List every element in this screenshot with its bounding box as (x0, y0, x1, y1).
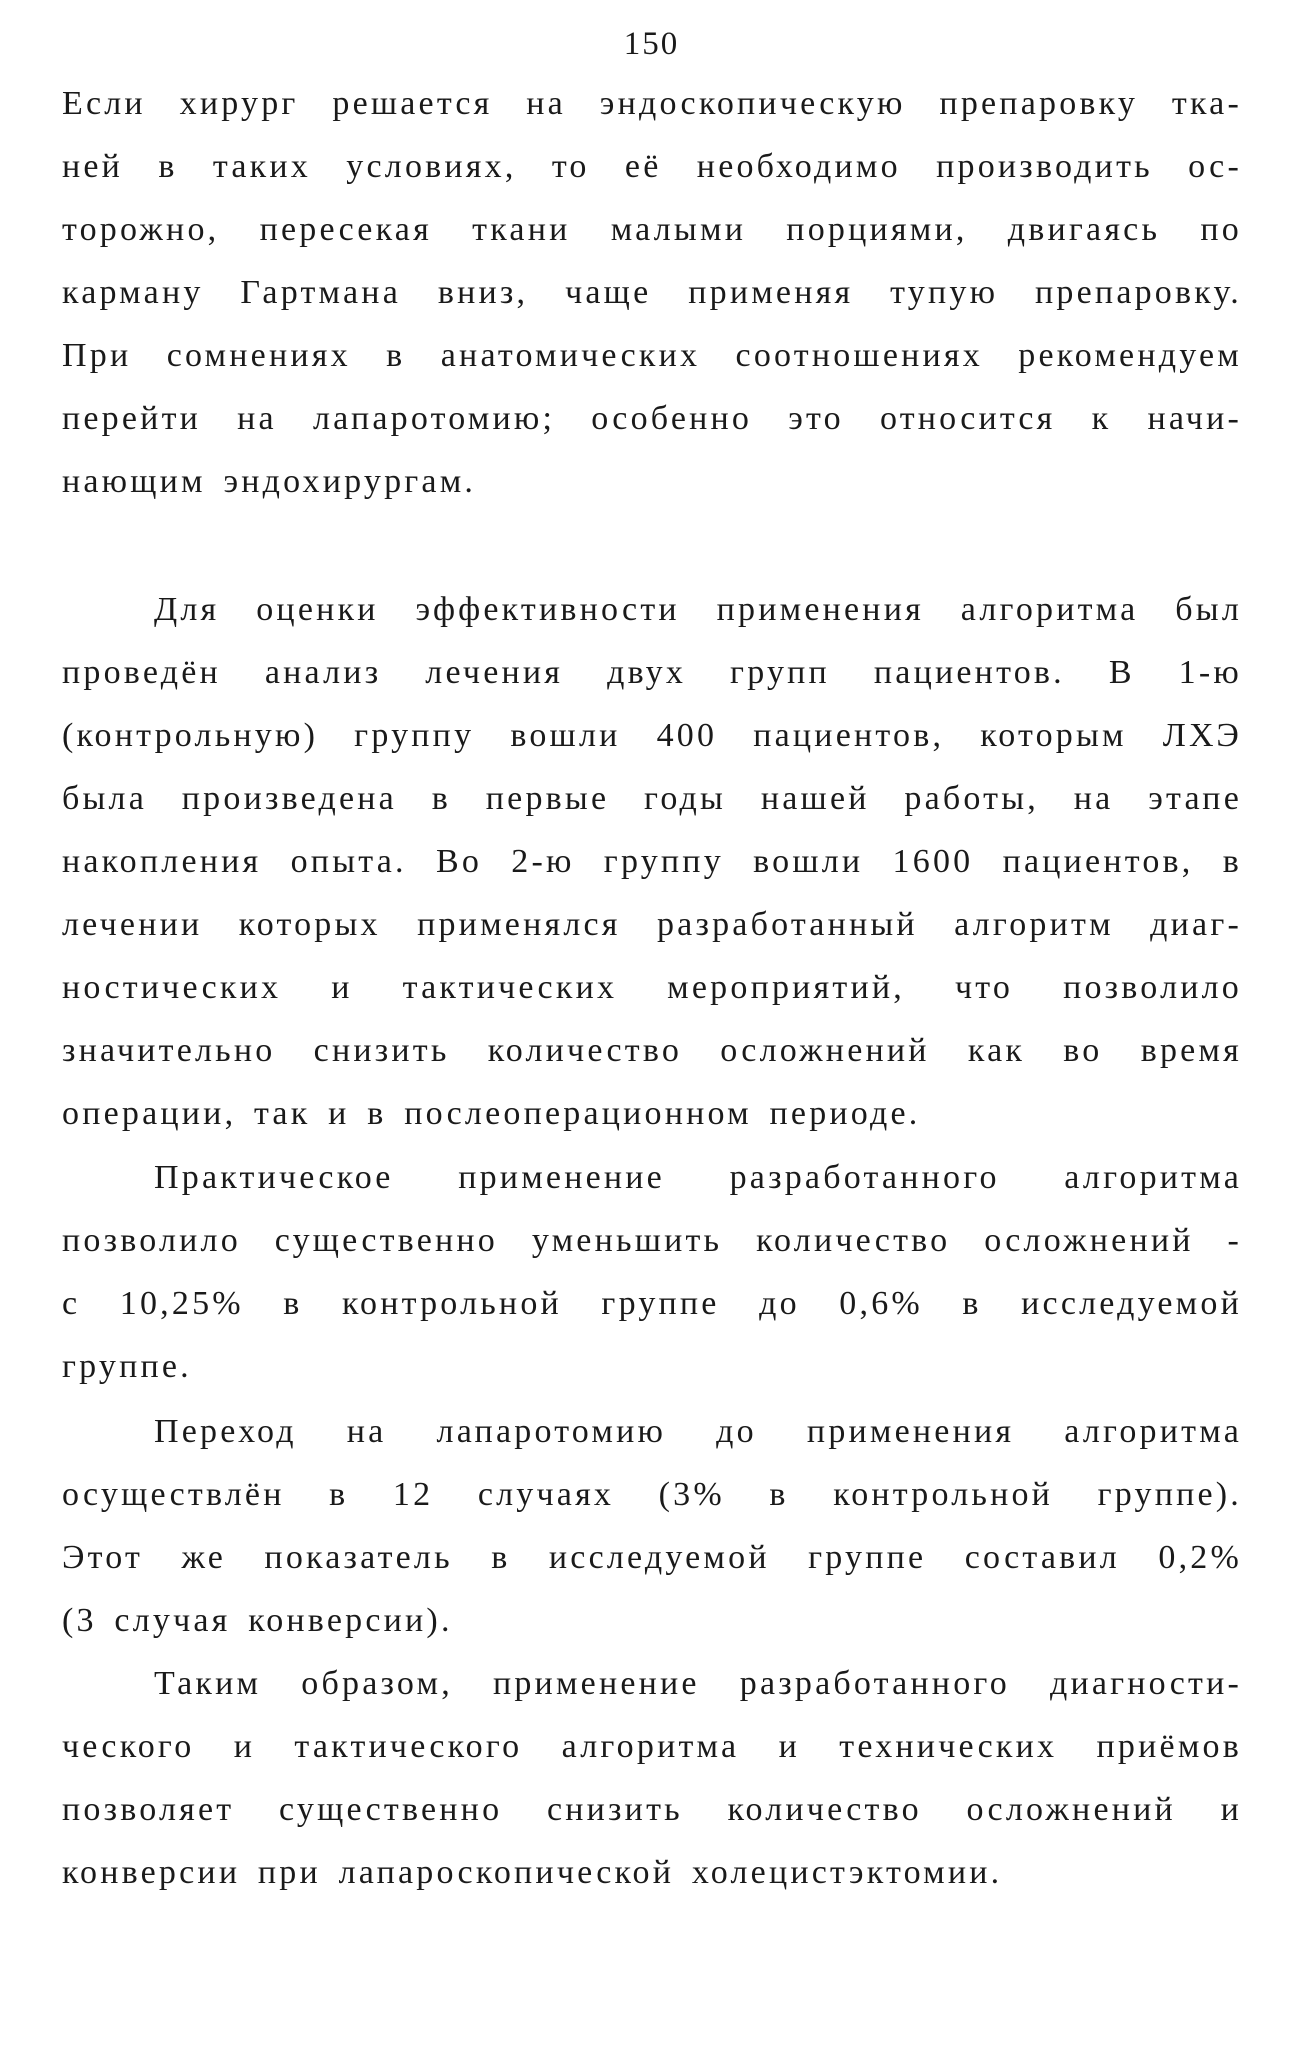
text-line: группе. (62, 1348, 192, 1385)
text-line: с 10,25% в контрольной группе до 0,6% в исследуемой (62, 1285, 1242, 1322)
text-line: Таким образом, применение разработанного диагности- (154, 1665, 1242, 1702)
text-line: Этот же показатель в исследуемой группе составил 0,2% (62, 1539, 1242, 1576)
paragraph-2 (62, 578, 1242, 1145)
text-line: карману Гартмана вниз, чаще применяя тупую препаровку. (62, 274, 1242, 311)
text-line: Если хирург решается на эндоскопическую препаровку тка- (62, 85, 1242, 122)
paragraph-4 (62, 1400, 1242, 1652)
text-line: позволило существенно уменьшить количество осложнений - (62, 1222, 1242, 1259)
text-line: нающим эндохирургам. (62, 463, 477, 500)
text-line: ней в таких условиях, то её необходимо производить ос- (62, 148, 1242, 185)
text-line: перейти на лапаротомию; особенно это относится к начи- (62, 400, 1242, 437)
text-line: конверсии при лапароскопической холецистэктомии. (62, 1854, 1003, 1891)
text-line: операции, так и в послеоперационном периоде. (62, 1095, 921, 1132)
text-line: (3 случая конверсии). (62, 1602, 453, 1639)
text-line: ностических и тактических мероприятий, что позволило (62, 969, 1242, 1006)
text-line: значительно снизить количество осложнений как во время (62, 1032, 1242, 1069)
text-line: позволяет существенно снизить количество осложнений и (62, 1791, 1242, 1828)
text-line: осуществлён в 12 случаях (3% в контрольной группе). (62, 1476, 1242, 1513)
paragraph-5 (62, 1652, 1242, 1904)
page-number: 150 (623, 26, 680, 62)
text-line: ческого и тактического алгоритма и технических приёмов (62, 1728, 1242, 1765)
text-line: (контрольную) группу вошли 400 пациентов, которым ЛХЭ (62, 717, 1242, 754)
text-line: При сомнениях в анатомических соотношениях рекомендуем (62, 337, 1242, 374)
text-line: Переход на лапаротомию до применения алгоритма (154, 1413, 1242, 1450)
text-line: проведён анализ лечения двух групп пациентов. В 1-ю (62, 654, 1242, 691)
text-line: лечении которых применялся разработанный алгоритм диаг- (62, 906, 1242, 943)
text-line: Для оценки эффективности применения алгоритма был (154, 591, 1242, 628)
paragraph-3 (62, 1146, 1242, 1398)
paragraph-1 (62, 72, 1242, 513)
text-line: Практическое применение разработанного алгоритма (154, 1159, 1242, 1196)
text-line: торожно, пересекая ткани малыми порциями, двигаясь по (62, 211, 1242, 248)
text-line: накопления опыта. Во 2-ю группу вошли 1600 пациентов, в (62, 843, 1242, 880)
text-line: была произведена в первые годы нашей работы, на этапе (62, 780, 1242, 817)
